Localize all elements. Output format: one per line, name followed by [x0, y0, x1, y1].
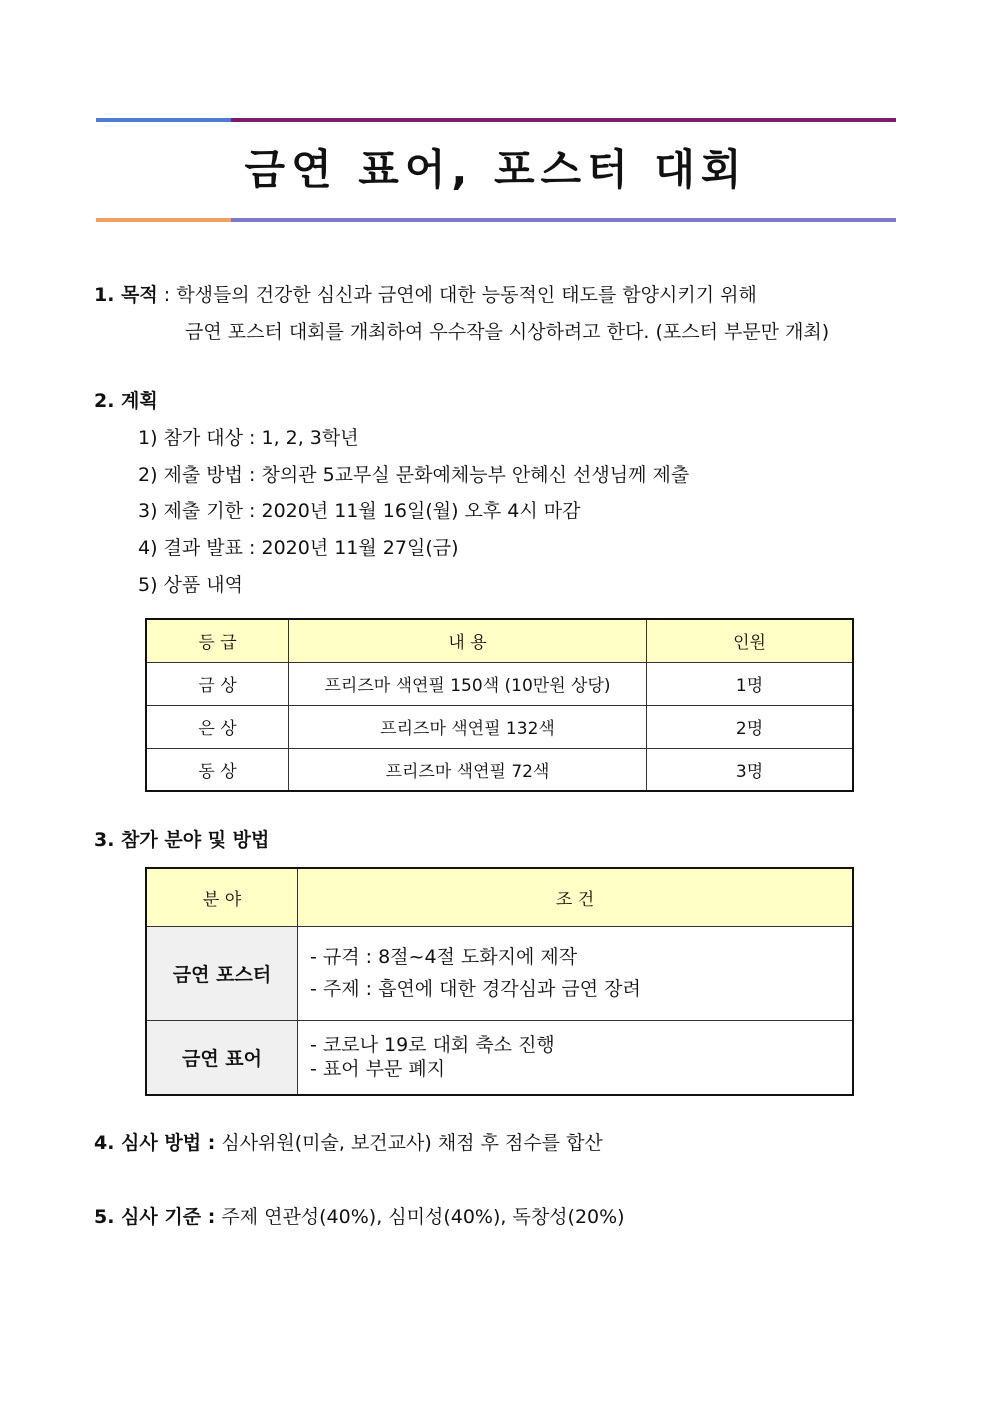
page-title: 금연 표어, 포스터 대회 — [244, 145, 748, 194]
table-cell: 2명 — [647, 705, 854, 748]
plan-item: 1) 참가 대상 : 1, 2, 3학년 — [138, 427, 359, 449]
fields-table — [145, 867, 854, 1096]
title-rule-bottom-right — [231, 218, 896, 222]
table-header-cell: 인원 — [647, 619, 854, 662]
title-rule-top-right — [231, 118, 896, 122]
table-row — [146, 1020, 853, 1095]
section-purpose — [94, 281, 757, 309]
table-cell: 프리즈마 색연필 132색 — [289, 705, 647, 748]
table-header-cell: 내 용 — [289, 619, 647, 662]
table-cell: 금 상 — [146, 662, 289, 705]
section-purpose-text-1: : 학생들의 건강한 심신과 금연에 대한 능동적인 태도를 함양시키기 위해 — [157, 284, 757, 306]
section-judging-criteria-heading: 5. 심사 기준 : — [94, 1206, 216, 1228]
section-judging-method-heading: 4. 심사 방법 : — [94, 1132, 216, 1154]
title-rule-top-left — [96, 118, 231, 122]
section-fields-heading: 3. 참가 분야 및 방법 — [94, 829, 270, 851]
table-cell: 1명 — [647, 662, 854, 705]
section-judging-method-text: 심사위원(미술, 보건교사) 채점 후 점수를 합산 — [215, 1132, 603, 1154]
field-label-cell: 금연 포스터 — [146, 926, 298, 1020]
condition-line: - 주제 : 흡연에 대한 경각심과 금연 장려 — [310, 978, 641, 1000]
section-judging-criteria-text: 주제 연관성(40%), 심미성(40%), 독창성(20%) — [215, 1206, 625, 1228]
condition-line: - 코로나 19로 대회 축소 진행 — [310, 1034, 555, 1057]
section-judging-method — [94, 1129, 603, 1157]
table-row — [146, 868, 853, 926]
table-header-cell: 조 건 — [298, 868, 854, 926]
plan-item: 5) 상품 내역 — [138, 574, 243, 596]
section-purpose-heading: 1. 목적 — [94, 284, 158, 306]
table-row — [146, 748, 853, 791]
table-header-cell: 등 급 — [146, 619, 289, 662]
table-row — [146, 662, 853, 705]
condition-line: - 규격 : 8절~4절 도화지에 제작 — [310, 946, 578, 968]
plan-item: 2) 제출 방법 : 창의관 5교무실 문화예체능부 안혜신 선생님께 제출 — [138, 464, 690, 486]
section-judging-criteria — [94, 1203, 625, 1231]
field-label-cell: 금연 표어 — [146, 1020, 298, 1095]
table-header-cell: 분 야 — [146, 868, 298, 926]
conditions-cell — [298, 926, 854, 1020]
plan-item: 4) 결과 발표 : 2020년 11월 27일(금) — [138, 537, 459, 559]
conditions-cell — [298, 1020, 854, 1095]
table-cell: 프리즈마 색연필 72색 — [289, 748, 647, 791]
table-row — [146, 926, 853, 1020]
section-purpose-text-2: 금연 포스터 대회를 개최하여 우수작을 시상하려고 한다. (포스터 부문만 개최) — [185, 321, 830, 343]
prize-table — [145, 618, 854, 792]
plan-item: 3) 제출 기한 : 2020년 11월 16일(월) 오후 4시 마감 — [138, 500, 581, 522]
table-row — [146, 705, 853, 748]
section-plan-heading: 2. 계획 — [94, 390, 158, 412]
table-cell: 동 상 — [146, 748, 289, 791]
table-cell: 프리즈마 색연필 150색 (10만원 상당) — [289, 662, 647, 705]
title-rule-bottom-left — [96, 218, 231, 222]
table-cell: 3명 — [647, 748, 854, 791]
table-cell: 은 상 — [146, 705, 289, 748]
table-row — [146, 619, 853, 662]
condition-line: - 표어 부문 폐지 — [310, 1058, 446, 1081]
